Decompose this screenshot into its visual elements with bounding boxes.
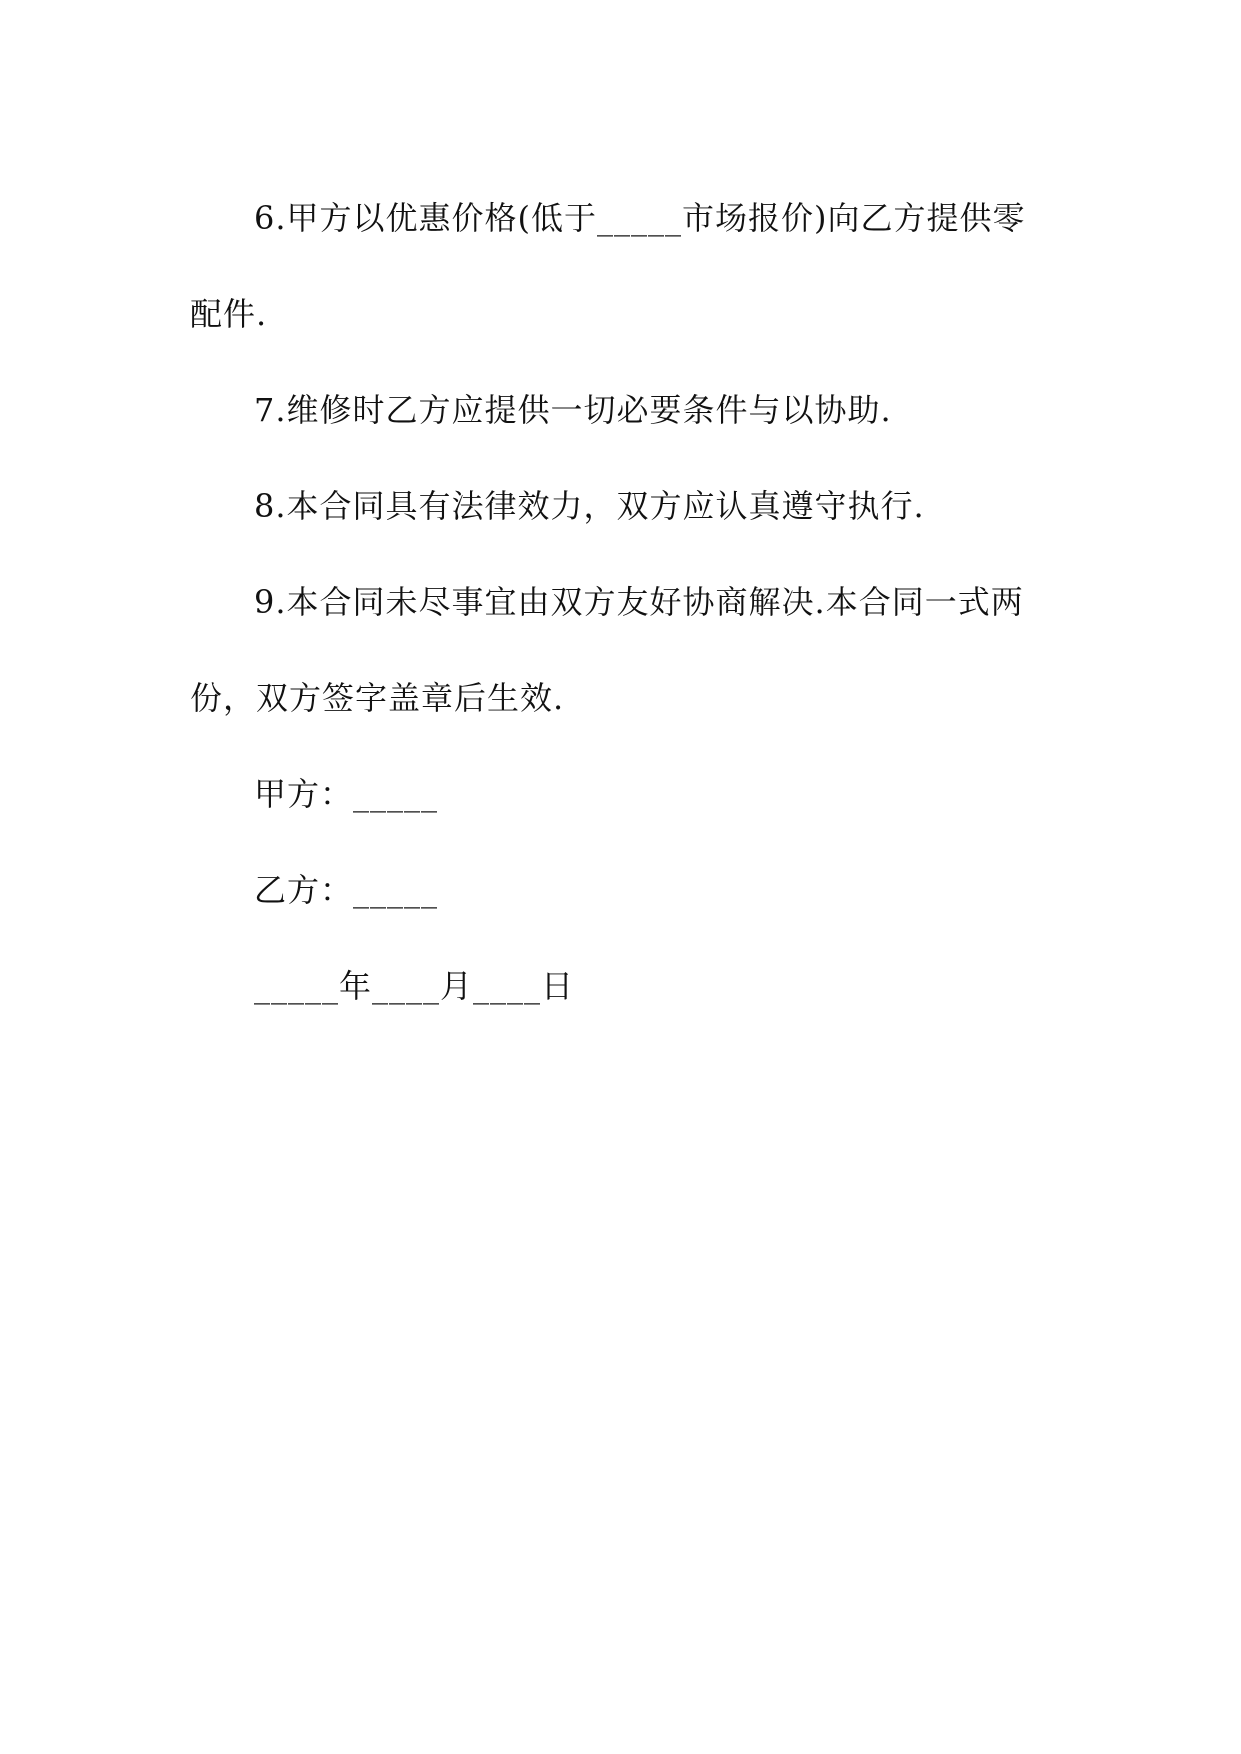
party-a-signature-line: 甲方：_____ [254, 775, 439, 813]
clause-6: 6.甲方以优惠价格(低于_____市场报价)向乙方提供零配件. [190, 199, 1026, 333]
date-line: _____年____月____日 [254, 967, 575, 1005]
clause-8: 8.本合同具有法律效力，双方应认真遵守执行. [254, 487, 925, 525]
party-b-signature-line: 乙方：_____ [254, 871, 439, 909]
clause-9: 9.本合同未尽事宜由双方友好协商解决.本合同一式两份，双方签字盖章后生效. [190, 583, 1024, 717]
contract-body [190, 170, 1050, 1034]
clause-7: 7.维修时乙方应提供一切必要条件与以协助. [254, 391, 892, 429]
